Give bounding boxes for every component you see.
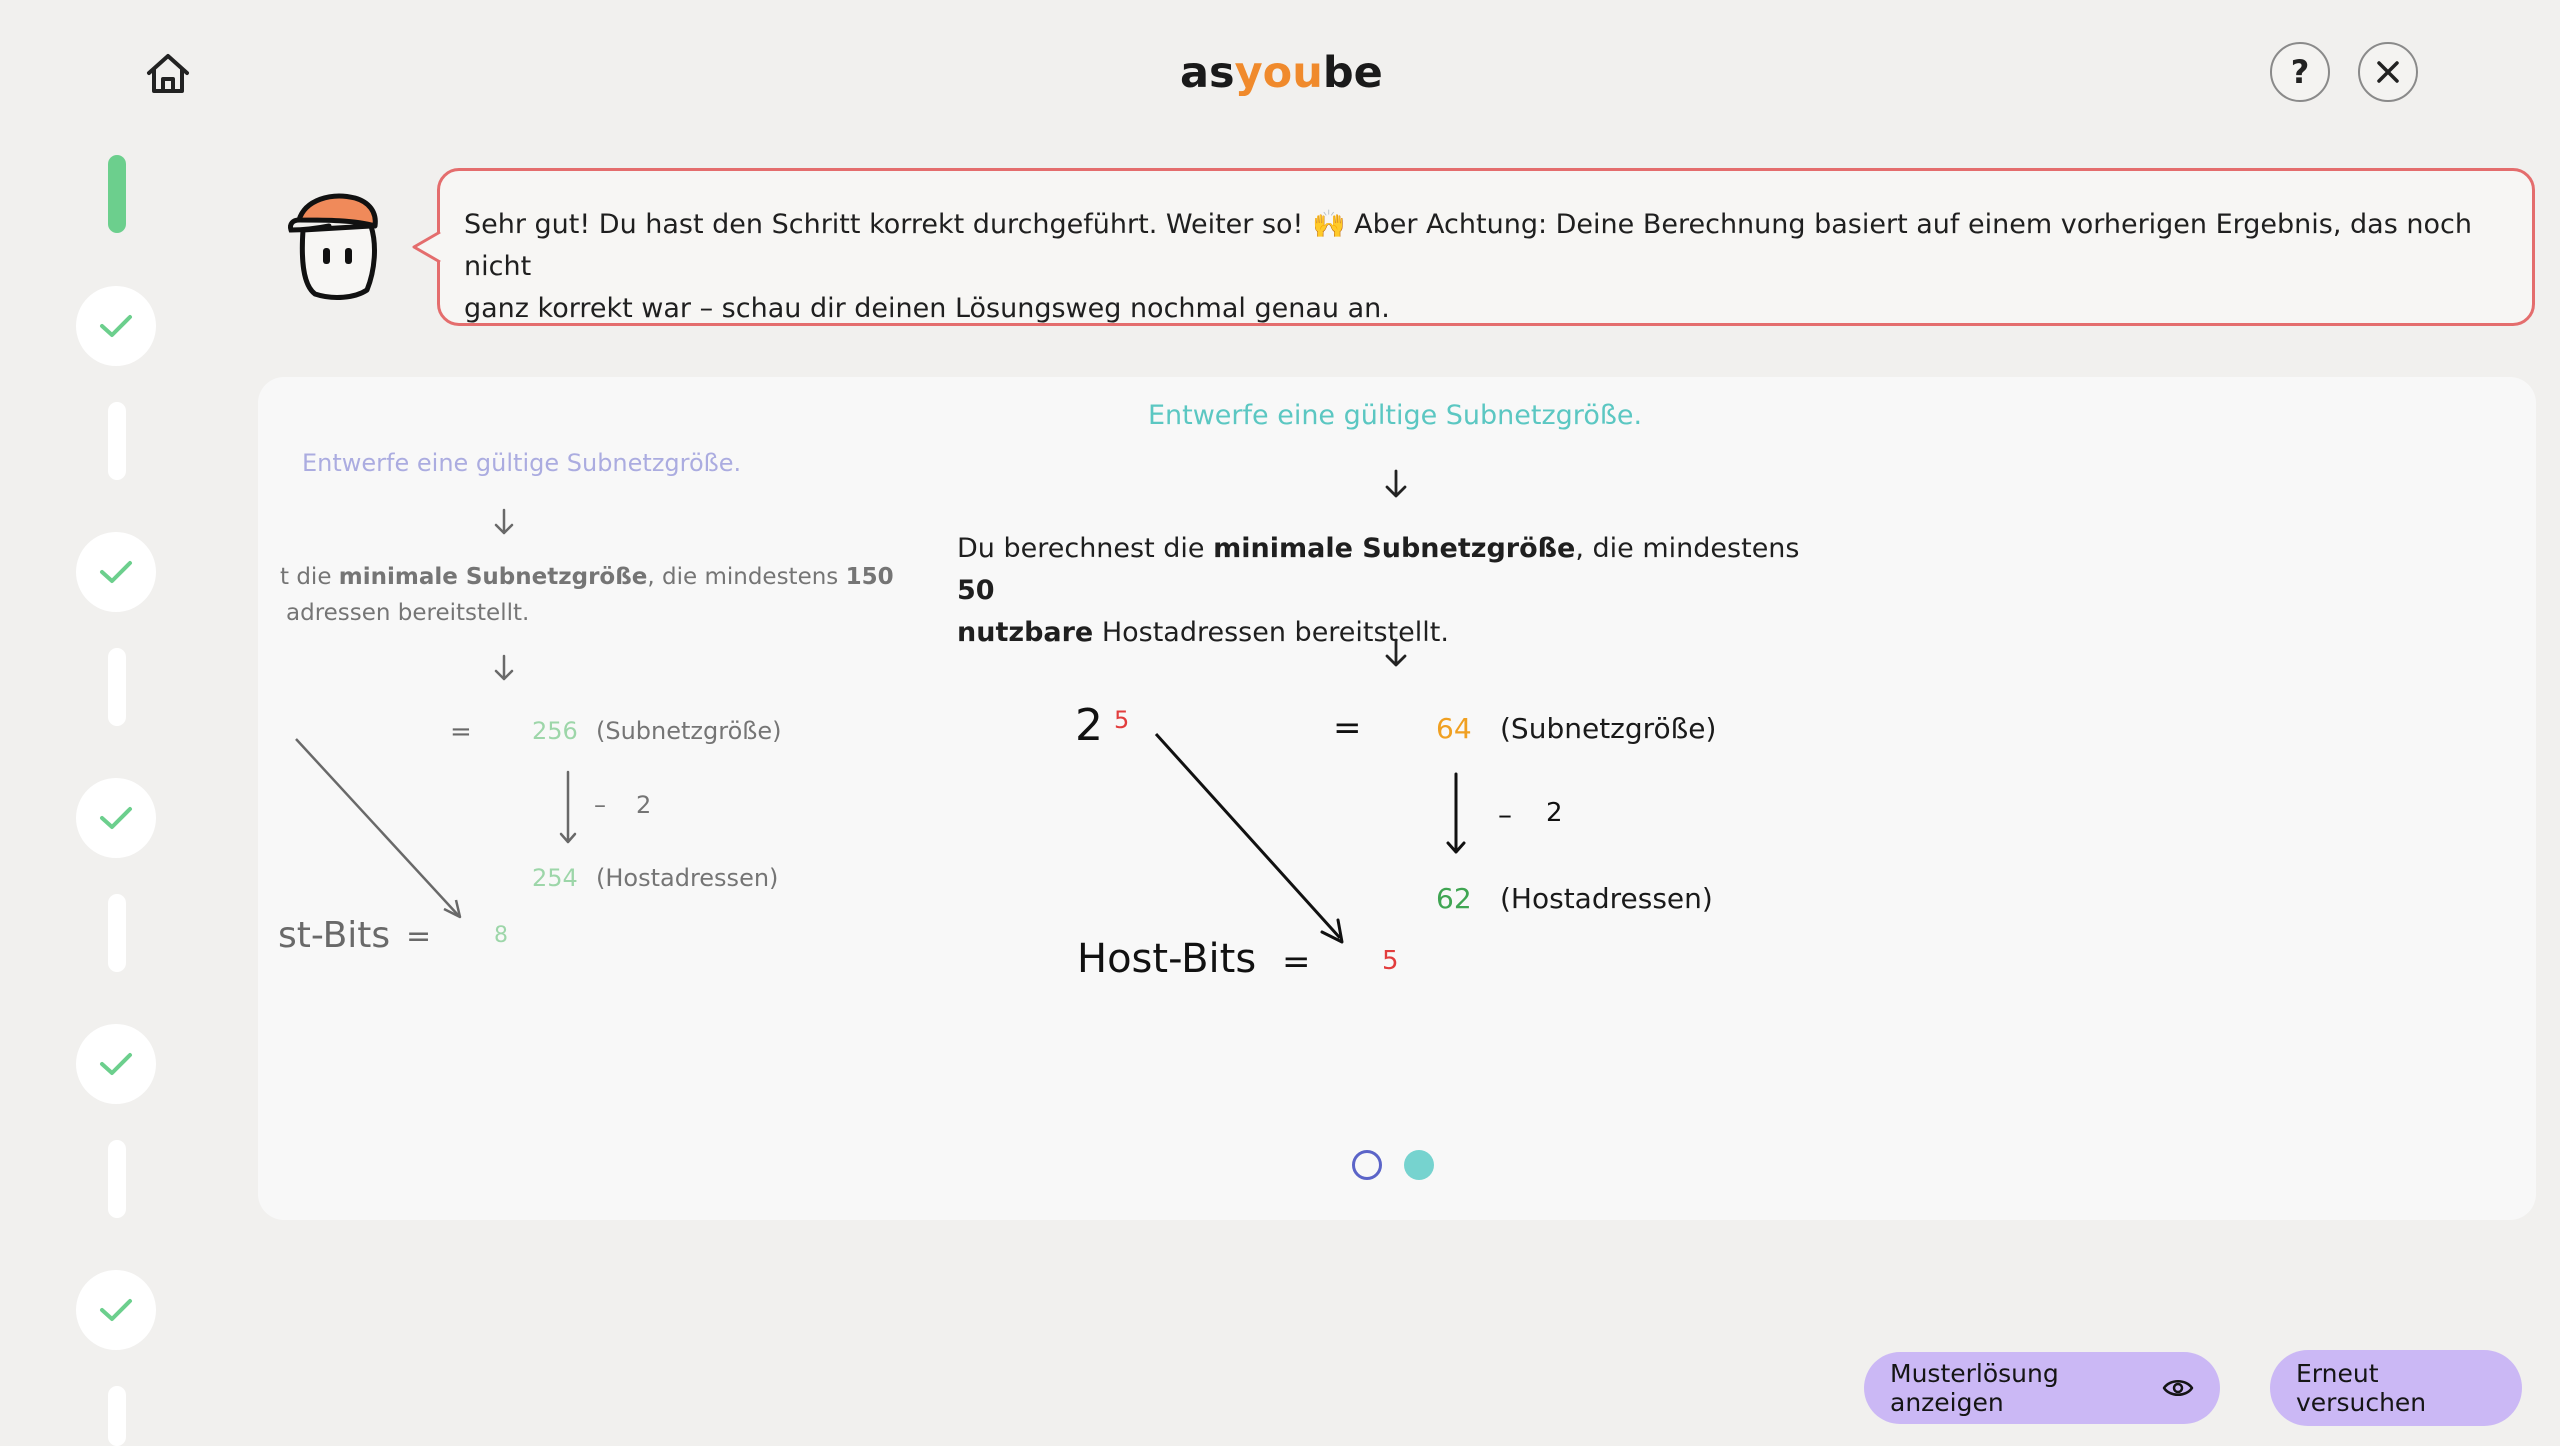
subnet-size-label: (Subnetzgröße) [1500,712,1717,745]
progress-step-done[interactable] [76,286,156,366]
feedback-message [464,204,2504,330]
subnet-size-value: 64 [1436,712,1472,745]
home-button[interactable] [140,48,196,98]
progress-step-done[interactable] [76,778,156,858]
progress-step-done[interactable] [76,532,156,612]
subtract-arrow [1443,772,1469,858]
progress-step-pending [108,1140,126,1218]
show-solution-label: Musterlösung anzeigen [1890,1359,2059,1417]
bubble-tail [410,230,442,264]
progress-step-pending [108,648,126,726]
host-count-label: (Hostadressen) [1500,882,1713,915]
home-icon [145,51,191,95]
hostbits-equals: = [1282,942,1311,982]
formula-exponent: 5 [1114,706,1130,734]
help-button[interactable] [2270,42,2330,102]
task-description: Du berechnest die minimale Subnetzgröße, die mindestens 50 nutzbare Hostadressen bereitstellt. [957,533,1800,648]
prev-hostbits-equals: = [406,919,432,954]
progress-step-current [108,155,126,233]
pagination-dot-2[interactable] [1404,1150,1434,1180]
app-logo: asyoube [1180,48,1383,98]
slide-title: Entwerfe eine gültige Subnetzgröße. [1147,400,1643,431]
progress-step-done[interactable] [76,1270,156,1350]
progress-step-pending [108,1386,126,1446]
prev-slide-title: Entwerfe eine gültige Subnetzgröße. [302,449,742,477]
mascot-avatar [285,190,385,302]
prev-down-arrow [556,770,580,850]
prev-subnet-label: (Subnetzgröße) [596,717,782,745]
retry-label: Erneut versuchen [2296,1359,2427,1417]
feedback-line-1: Sehr gut! Du hast den Schritt korrekt durchgeführt. Weiter so! 🙌 Aber Achtung: Deine Berechnung basiert auf einem vorherigen Ergebnis, das noch nicht [464,209,2472,282]
prev-minus: – [594,791,606,819]
diagonal-arrow [1150,730,1350,948]
pagination-dot-1[interactable] [1352,1150,1382,1180]
show-solution-button[interactable] [1864,1352,2220,1424]
check-icon [98,1050,134,1078]
close-icon [2375,59,2401,85]
progress-step-done[interactable] [76,1024,156,1104]
prev-host-label: (Hostadressen) [596,864,779,892]
check-icon [98,558,134,586]
prev-minus-value: 2 [636,791,652,819]
prev-subnet-size: 256 [532,717,578,745]
down-arrow-icon [492,653,516,683]
formula-base: 2 [1075,700,1103,751]
eye-icon [2162,1377,2194,1399]
minus-value: 2 [1546,798,1563,828]
retry-button[interactable] [2270,1350,2522,1426]
check-icon [98,804,134,832]
feedback-line-2: ganz korrekt war – schau dir deinen Lösungsweg nochmal genau an. [464,293,1390,324]
prev-diagonal-arrow [258,737,478,927]
prev-hostbits-value: 8 [494,923,508,948]
hostbits-label: Host-Bits [1077,936,1257,982]
previous-slide[interactable] [258,377,894,1220]
progress-step-pending [108,402,126,480]
minus-sign: – [1498,798,1512,831]
prev-host-count: 254 [532,864,578,892]
mascot-icon [285,190,385,302]
down-arrow-icon [1383,468,1409,500]
down-arrow-icon [492,507,516,537]
formula-equals: = [1333,708,1362,748]
prev-equals: = [450,717,472,747]
slide-pagination [1352,1150,1434,1180]
host-count-value: 62 [1436,882,1472,915]
progress-step-pending [108,894,126,972]
hostbits-value: 5 [1382,946,1399,976]
close-button[interactable] [2358,42,2418,102]
prev-task-text: t die minimale Subnetzgröße, die mindestens 150 adressen bereitstellt. [280,564,894,626]
prev-hostbits-label: st-Bits [278,915,391,956]
help-icon: ? [2290,53,2310,91]
down-arrow-icon [1383,637,1409,669]
check-icon [98,1296,134,1324]
check-icon [98,312,134,340]
